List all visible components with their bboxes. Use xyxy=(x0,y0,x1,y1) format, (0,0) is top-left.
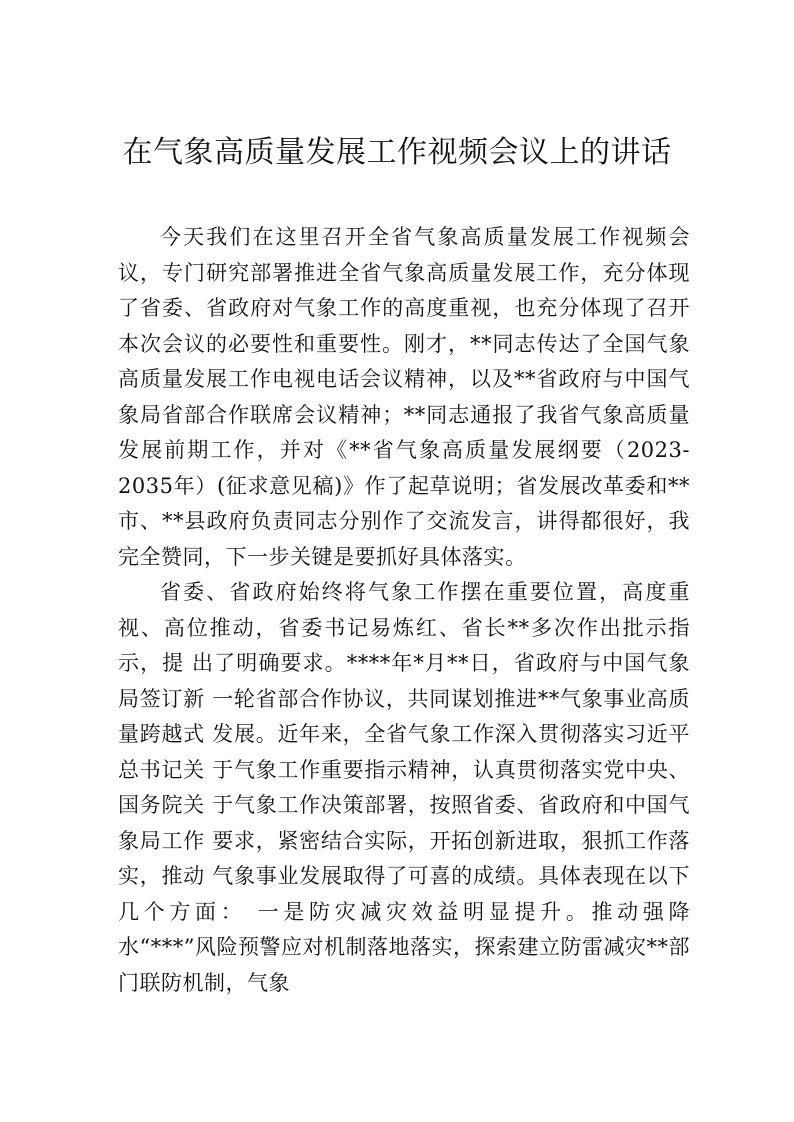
document-body xyxy=(118,220,690,1001)
document-title: 在气象高质量发展工作视频会议上的讲话 xyxy=(122,135,672,170)
paragraph-1: 今天我们在这里召开全省气象高质量发展工作视频会议，专门研究部署推进全省气象高质量发展工作，充分体现了省委、省政府对气象工作的高度重视，也充分体现了召开本次会议的必要性和重要性。刚才，**同志传达了全国气象高质量发展工作电视电话会议精神，以及**省政府与中国气象局省部合作联席会议精神；**同志通报了我省气象高质量发展前期工作，并对《**省气象高质量发展纲要（2023-2035年）(征求意见稿)》作了起草说明；省发展改革委和**市、**县政府负责同志分别作了交流发言，讲得都很好，我完全赞同，下一步关键是要抓好具体落实。 xyxy=(118,225,690,569)
paragraph-2: 省委、省政府始终将气象工作摆在重要位置，高度重视、高位推动，省委书记易炼红、省长**多次作出批示指示，提 出了明确要求。****年*月**日，省政府与中国气象局签订新 一轮省部合作协议，共同谋划推进**气象事业高质量跨越式 发展。近年来，全省气象工作深入贯彻落实习近平总书记关 于气象工作重要指示精神，认真贯彻落实党中央、国务院关 于气象工作决策部署，按照省委、省政府和中国气象局工作 要求，紧密结合实际，开拓创新进取，狠抓工作落实，推动 气象事业发展取得了可喜的成绩。具体表现在以下几个方面： 一是防灾减灾效益明显提升。推动强降水“***”风险预警应对机制落地落实，探索建立防雷减灾**部门联防机制，气象 xyxy=(118,580,690,995)
